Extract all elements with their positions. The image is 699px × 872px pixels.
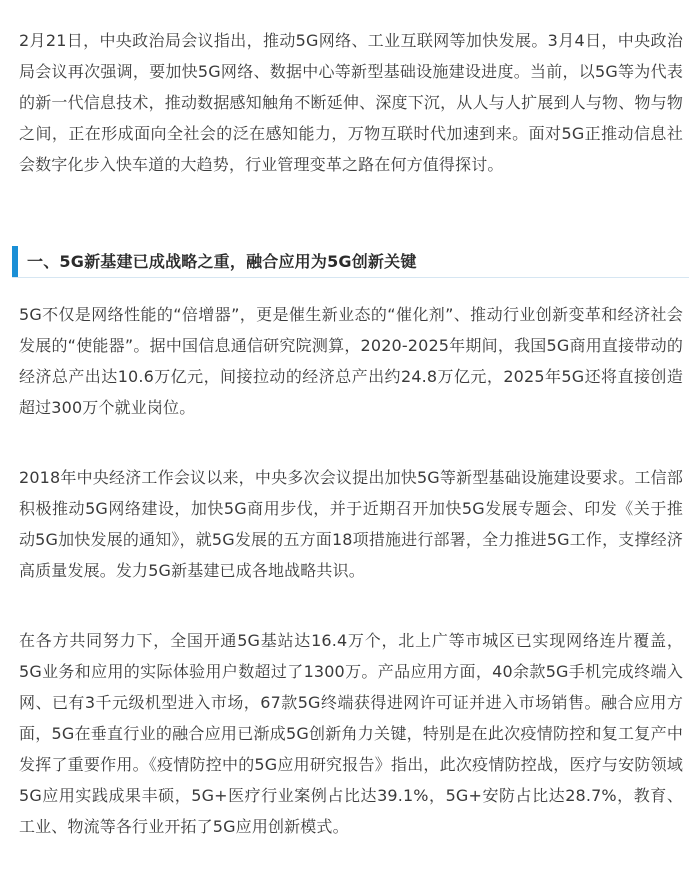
body-paragraph-1: 5G不仅是网络性能的“倍增器”，更是催生新业态的“催化剂”、推动行业创新变革和经济社会发展的“使能器”。据中国信息通信研究院测算，2020-2025年期间，我国5G商用直接带动的经济总产出达10.6万亿元，间接拉动的经济总产出约24.8万亿元，2025年5G还将直接创造超过300万个就业岗位。 [19,305,683,417]
body-paragraph-2: 2018年中央经济工作会议以来，中央多次会议提出加快5G等新型基础设施建设要求。工信部积极推动5G网络建设，加快5G商用步伐，并于近期召开加快5G发展专题会、印发《关于推动5G加快发展的通知》，就5G发展的五方面18项措施进行部署，全力推进5G工作，支撑经济高质量发展。发力5G新基建已成各地战略共识。 [19,468,683,580]
section-accent-bar [12,246,18,277]
intro-paragraph: 2月21日，中央政治局会议指出，推动5G网络、工业互联网等加快发展。3月4日，中央政治局会议再次强调，要加快5G网络、数据中心等新型基础设施建设进度。当前，以5G等为代表的新一代信息技术，推动数据感知触角不断延伸、深度下沉，从人与人扩展到人与物、物与物之间，正在形成面向全社会的泛在感知能力，万物互联时代加速到来。面对5G正推动信息社会数字化步入快车道的大趋势，行业管理变革之路在何方值得探讨。 [19,31,683,174]
body-paragraph-3: 在各方共同努力下，全国开通5G基站达16.4万个，北上广等市城区已实现网络连片覆盖， 5G业务和应用的实际体验用户数超过了1300万。产品应用方面，40余款5G手机完成终端入网、已有3千元级机型进入市场，67款5G终端获得进网许可证并进入市场销售。融合应用方面，5G在垂直行业的融合应用已渐成5G创新角力关键，特别是在此次疫情防控和复工复产中发挥了重要作用。《疫情防控中的5G应用研究报告》指出，此次疫情防控战，医疗与安防领域5G应用实践成果丰硕，5G+医疗行业案例占比达39.1%，5G+安防占比达28.7%，教育、工业、物流等各行业开拓了5G应用创新模式。 [19,631,683,836]
section-title: 一、5G新基建已成战略之重，融合应用为5G创新关键 [27,252,417,271]
section-heading [12,246,689,278]
